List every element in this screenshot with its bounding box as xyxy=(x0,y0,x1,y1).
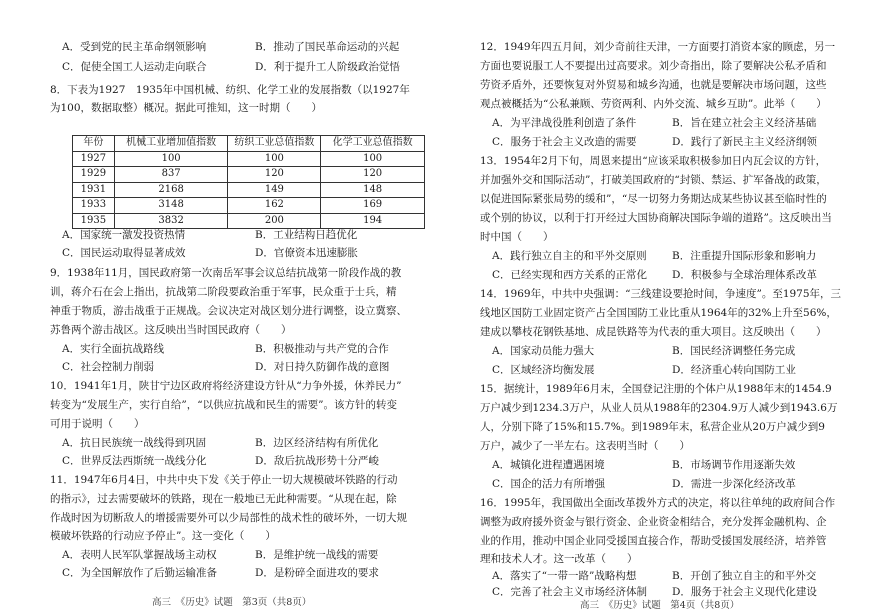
page-footer: 高三 《历史》试题 第3页（共8页） xyxy=(152,597,312,608)
table-cell: 100 xyxy=(228,151,321,167)
table-cell: 148 xyxy=(321,182,425,198)
q10-stem-line: 10．1941年1月，陕甘宁边区政府将经济建设方针从“力争外援，休养民力” xyxy=(50,380,402,392)
q11-option-a: A．表明人民军队掌握战场主动权 xyxy=(62,549,217,561)
q11-option-d: D．是粉碎全面进攻的要求 xyxy=(255,567,379,579)
q16-stem-line: 16．1995年，我国做出全面改革拨外方式的决定，将以往单纯的政府间合作 xyxy=(480,497,836,509)
q7-option-d: D．利于提升工人阶级政治觉悟 xyxy=(255,61,400,73)
table-cell: 120 xyxy=(321,167,425,183)
table-cell: 2168 xyxy=(114,182,228,198)
q15-stem-line: 万户，减少了一半左右。这表明当时（ ） xyxy=(480,440,690,452)
q10-option-c: C．世界反法西斯统一战线分化 xyxy=(62,455,207,467)
q15-stem-line: 人，分别下降了15%和15.7%。到1989年末，私营企业从20万户减少到9 xyxy=(480,421,825,433)
page-footer: 高三 《历史》试题 第4页（共8页） xyxy=(580,600,740,611)
q12-option-b: B．旨在建立社会主义经济基础 xyxy=(672,117,817,129)
q12-stem-line: 观点被概括为“公私兼顾、劳资两利、内外交流、城乡互助”。此举（ ） xyxy=(480,98,827,110)
q9-stem-line: 苏鲁两个游击战区。这反映出当时国民政府（ ） xyxy=(50,324,292,336)
table-row xyxy=(73,151,425,167)
q13-option-c: C．已经实现和西方关系的正常化 xyxy=(492,269,648,281)
table-header-cell: 年份 xyxy=(73,136,115,152)
q12-stem-line: 方面也要说服工人不要提出过高要求。刘少奇指出，除了要解决公私矛盾和 xyxy=(480,60,827,72)
q16-stem-line: 理和技术人才。这一改革（ ） xyxy=(480,553,638,565)
q11-option-b: B．是维护统一战线的需要 xyxy=(255,549,379,561)
q8-option-a: A．国家统一激发投资热情 xyxy=(62,229,186,241)
table-row xyxy=(73,182,425,198)
q9-option-d: D．对日持久防御作战的意图 xyxy=(255,361,390,373)
q14-option-c: C．区域经济均衡发展 xyxy=(492,364,595,376)
q9-option-b: B．积极推动与共产党的合作 xyxy=(255,343,389,355)
q16-option-b: B．开创了独立自主的和平外交 xyxy=(672,570,817,582)
q10-option-a: A．抗日民族统一战线得到巩固 xyxy=(62,437,207,449)
table-cell: 837 xyxy=(114,167,228,183)
table-row xyxy=(73,167,425,183)
q11-stem-line: 11．1947年6月4日，中共中央下发《关于停止一切大规模破坏铁路的行动 xyxy=(50,474,398,486)
table-cell: 200 xyxy=(228,213,321,229)
q14-stem-line: 线地区国防工业固定资产占全国国防工业比重从1964年的32%上升至56%， xyxy=(480,307,837,319)
q10-stem-line: 转变为“发展生产，实行自给”，“以供应抗战和民生的需要”。该方针的转变 xyxy=(50,399,397,411)
table-cell: 100 xyxy=(321,151,425,167)
q9-option-a: A．实行全面抗战路线 xyxy=(62,343,165,355)
q16-stem-line: 调整为政府援外资金与银行资金、企业资金相结合，充分发挥金融机构、企 xyxy=(480,516,827,528)
q12-stem-line: 劳资矛盾外，还要恢复对外贸易和城乡沟通，也就是要解决市场问题，这些 xyxy=(480,79,827,91)
table-cell: 3832 xyxy=(114,213,228,229)
q7-option-a: A．受到党的民主革命纲领影响 xyxy=(62,41,207,53)
q8-stem-line: 为100，数据取整）概况。据此可推知，这一时期（ ） xyxy=(50,102,323,114)
q16-option-d: D．服务于社会主义现代化建设 xyxy=(672,586,817,598)
q8-stem-line: 8．下表为1927 1935年中国机械、纺织、化学工业的发展指数（以1927年 xyxy=(50,84,410,96)
q15-option-b: B．市场调节作用逐渐失效 xyxy=(672,459,796,471)
q7-option-c: C．促使全国工人运动走向联合 xyxy=(62,61,207,73)
table-cell: 169 xyxy=(321,198,425,214)
q8-option-d: D．官僚资本迅速膨胀 xyxy=(255,247,358,259)
table-cell: 100 xyxy=(114,151,228,167)
table-cell: 1931 xyxy=(73,182,115,198)
q7-option-b: B．推动了国民革命运动的兴起 xyxy=(255,41,400,53)
q11-stem-line: 模破坏铁路的行动应予停止”。这一变化（ ） xyxy=(50,530,276,542)
q10-option-d: D．敌后抗战形势十分严峻 xyxy=(255,455,379,467)
table-header-cell: 机械工业增加值指数 xyxy=(114,136,228,152)
q16-stem-line: 业的作用，推动中国企业同受援国直接合作，帮助受援国发展经济，培养管 xyxy=(480,535,827,547)
q10-stem-line: 可用于说明（ ） xyxy=(50,418,145,430)
q14-stem-line: 建成以攀枝花钢铁基地、成昆铁路等为代表的重大项目。这反映出（ ） xyxy=(480,326,827,338)
q13-option-d: D．积极参与全球治理体系改革 xyxy=(672,269,817,281)
q12-stem-line: 12．1949年四五月间，刘少奇前往天津，一方面要打消资本家的顾虑，另一 xyxy=(480,41,836,53)
table-cell: 149 xyxy=(228,182,321,198)
q13-stem-line: 13．1954年2月下旬，周恩来提出“应该采取积极参加日内瓦会议的方针， xyxy=(480,155,827,167)
q13-stem-line: 以促进国际紧张局势的缓和”，“尽一切努力务期达成某些协议甚至临时性的 xyxy=(480,193,827,205)
q15-option-c: C．国企的活力有所增强 xyxy=(492,478,606,490)
q12-option-a: A．为平津战役胜利创造了条件 xyxy=(492,117,637,129)
q8-option-b: B．工业结构日趋优化 xyxy=(255,229,358,241)
q13-stem-line: 时中国（ ） xyxy=(480,231,554,243)
q13-stem-line: 或个别的协议，以利于打开经过大国协商解决国际争端的道路”。这反映出当 xyxy=(480,212,832,224)
q14-option-b: B．国民经济调整任务完成 xyxy=(672,345,796,357)
exam-page-left xyxy=(10,0,425,615)
table-cell: 162 xyxy=(228,198,321,214)
industry-index-table xyxy=(72,135,425,229)
q15-stem-line: 15．据统计，1989年6月末，全国登记注册的个体户从1988年末的1454.9 xyxy=(480,383,832,395)
table-header-row xyxy=(73,136,425,152)
q12-option-d: D．践行了新民主主义经济纲领 xyxy=(672,136,817,148)
table-cell: 1933 xyxy=(73,198,115,214)
q13-stem-line: 并加强外交和国际活动”，打破美国政府的“封锁、禁运、扩军备战的政策， xyxy=(480,174,827,186)
q15-option-a: A．城镇化进程遭遇困境 xyxy=(492,459,605,471)
q14-stem-line: 14．1969年，中共中央强调：“三线建设要抢时间，争速度”。至1975年，三 xyxy=(480,288,842,300)
q14-option-d: D．经济重心转向国防工业 xyxy=(672,364,796,376)
q15-option-d: D．需进一步深化经济改革 xyxy=(672,478,796,490)
table-cell: 120 xyxy=(228,167,321,183)
q9-option-c: C．社会控制力削弱 xyxy=(62,361,155,373)
exam-page-right xyxy=(450,0,865,615)
table-cell: 1935 xyxy=(73,213,115,229)
q9-stem-line: 9．1938年11月，国民政府第一次南岳军事会议总结抗战第一阶段作战的教 xyxy=(50,267,402,279)
table-cell: 1929 xyxy=(73,167,115,183)
q9-stem-line: 神重于物质，游击战重于正规战。会议决定对战区划分进行调整，设立冀察、 xyxy=(50,305,407,317)
q16-option-a: A．落实了“一带一路”战略构想 xyxy=(492,570,637,582)
q11-stem-line: 作战时因为切断敌人的增援需要外可以少局部性的战术性的破坏外，一切大规 xyxy=(50,512,407,524)
table-row xyxy=(73,213,425,229)
table-cell: 1927 xyxy=(73,151,115,167)
q8-option-c: C．国民运动取得显著成效 xyxy=(62,247,186,259)
table-row xyxy=(73,198,425,214)
q15-stem-line: 万户减少到1234.3万户，从业人员从1988年的2304.9万人减少到1943.6万 xyxy=(480,402,838,414)
q13-option-a: A．践行独立自主的和平外交原则 xyxy=(492,250,647,262)
q16-option-c: C．完善了社会主义市场经济体制 xyxy=(492,586,648,598)
q11-stem-line: 的指示》，过去需要破坏的铁路，现在一般地已无此种需要。“从现在起，除 xyxy=(50,493,397,505)
table-header-cell: 化学工业总值指数 xyxy=(321,136,425,152)
table-header-cell: 纺织工业总值指数 xyxy=(228,136,321,152)
q10-option-b: B．边区经济结构有所优化 xyxy=(255,437,379,449)
q14-option-a: A．国家动员能力强大 xyxy=(492,345,595,357)
q13-option-b: B．注重提升国际形象和影响力 xyxy=(672,250,817,262)
q9-stem-line: 训，蒋介石在会上指出，抗战第二阶段要政治重于军事，民众重于士兵，精 xyxy=(50,286,397,298)
q12-option-c: C．服务于社会主义改造的需要 xyxy=(492,136,637,148)
q11-option-c: C．为全国解放作了后勤运输准备 xyxy=(62,567,218,579)
table-cell: 194 xyxy=(321,213,425,229)
table-cell: 3148 xyxy=(114,198,228,214)
